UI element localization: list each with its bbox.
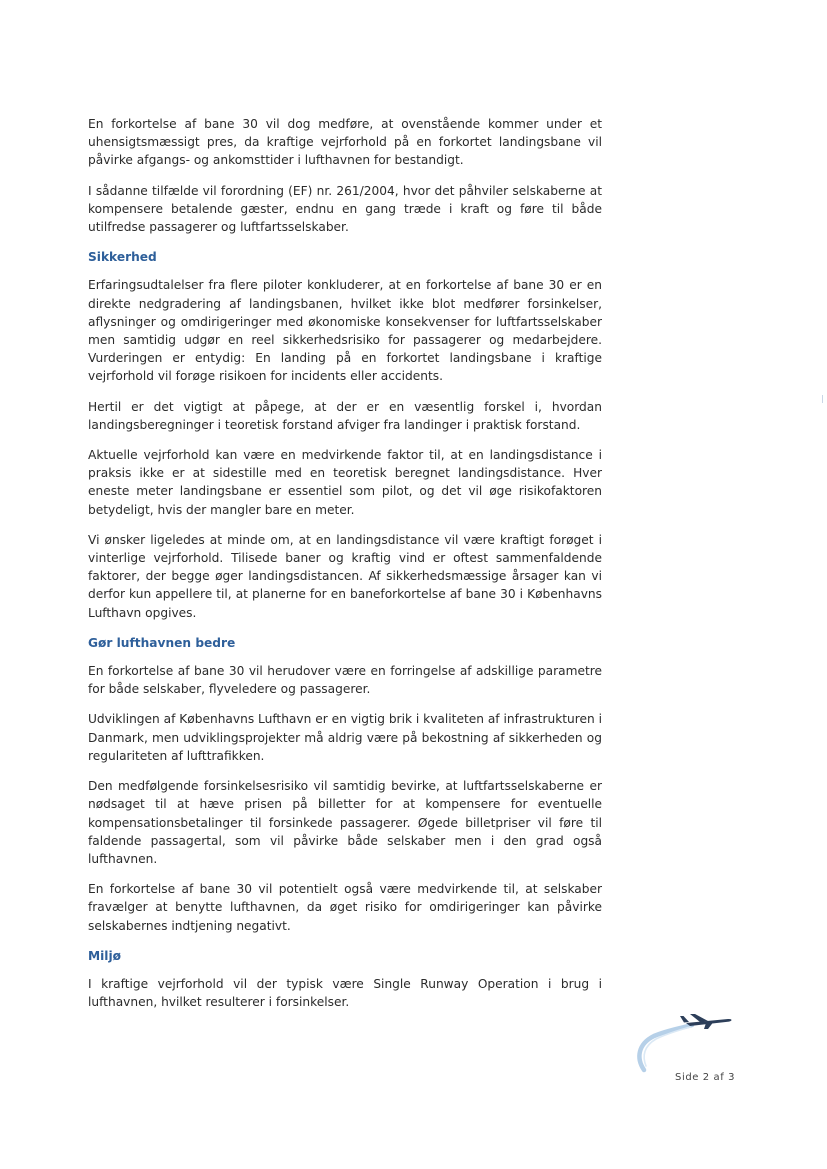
paragraph: En forkortelse af bane 30 vil herudover være en forringelse af adskillige parametre for både selskaber, flyveledere og passagerer. bbox=[88, 664, 602, 697]
section-heading-miljo: Miljø bbox=[88, 948, 122, 963]
page-number: Side 2 af 3 bbox=[675, 1072, 736, 1083]
paragraph: Vi ønsker ligeledes at minde om, at en landingsdistance vil være kraftigt forøget i vinterlige vejrforhold. Tilisede baner og kraftig vind er oftest sammenfaldende faktorer, der begge øger landingsdistancen. Af sikkerhedsmæssige årsager kan vi derfor kun appellere til, at planerne for en baneforkortelse af bane 30 i Københavns Lufthavn opgives. bbox=[88, 532, 602, 620]
paragraph: Erfaringsudtalelser fra flere piloter konkluderer, at en forkortelse af bane 30 er en direkte nedgradering af landingsbanen, hvilket ikke blot medfører forsinkelser, aflysninger og omdirigeringer med økonomiske konsekvenser for luftfartsselskaber men samtidig udgør en reel sikkerhedsrisiko for passagerer og medarbejdere. Vurderingen er entydig: En landing på en forkortet landingsbane i kraftige vejrforhold vil forøge risikoen for incidents eller accidents. bbox=[88, 278, 602, 384]
paragraph: Den medfølgende forsinkelsesrisiko vil samtidig bevirke, at luftfartsselskaberne er nødsaget til at hæve prisen på billetter for at kompensere for eventuelle kompensationsbetalinger til forsinkede passagerer. Øgede billetpriser vil føre til faldende passagertal, som vil påvirke både selskaber men i den grad også lufthavnen. bbox=[88, 779, 602, 866]
paragraph: I kraftige vejrforhold vil der typisk være Single Runway Operation i brug i lufthavnen, hvilket resulterer i forsinkelser. bbox=[88, 976, 602, 1010]
paragraph: En forkortelse af bane 30 vil potentielt også være medvirkende til, at selskaber fravælger at benytte lufthavnen, da øget risiko for omdirigeringer kan påvirke selskabernes indtjening negativt. bbox=[88, 882, 602, 933]
paragraph: Hertil er det vigtigt at påpege, at der er en væsentlig forskel i, hvordan landingsberegninger i teoretisk forstand afviger fra landinger i praktisk forstand. bbox=[88, 399, 602, 432]
section-heading-gor-lufthavnen-bedre: Gør lufthavnen bedre bbox=[88, 635, 236, 650]
paragraph: I sådanne tilfælde vil forordning (EF) nr. 261/2004, hvor det påhviler selskaberne at kompensere betalende gæster, endnu en gang træde i kraft og føre til både utilfredse passagerer og luftfartsselskaber. bbox=[88, 183, 602, 235]
airplane-swoosh-icon bbox=[634, 1008, 738, 1074]
edge-mark bbox=[822, 395, 823, 403]
paragraph: Udviklingen af Københavns Lufthavn er en vigtig brik i kvaliteten af infrastrukturen i Danmark, men udviklingsprojekter må aldrig være på bekostning af sikkerheden og regulariteten af lufttrafikken. bbox=[88, 712, 602, 763]
paragraph: En forkortelse af bane 30 vil dog medføre, at ovenstående kommer under et uhensigtsmæssigt pres, da kraftige vejrforhold på en forkortet landingsbane vil påvirke afgangs- og ankomsttider i lufthavnen for bestandigt. bbox=[88, 117, 602, 168]
document-body bbox=[88, 115, 602, 1023]
section-heading-sikkerhed: Sikkerhed bbox=[88, 250, 157, 265]
paragraph: Aktuelle vejrforhold kan være en medvirkende faktor til, at en landingsdistance i praksis ikke er at sidestille med en teoretisk beregnet landingsdistance. Hver eneste meter landingsbane er essentiel som pilot, og det vil øge risikofaktoren betydeligt, hvis der mangler bare en meter. bbox=[88, 448, 602, 517]
